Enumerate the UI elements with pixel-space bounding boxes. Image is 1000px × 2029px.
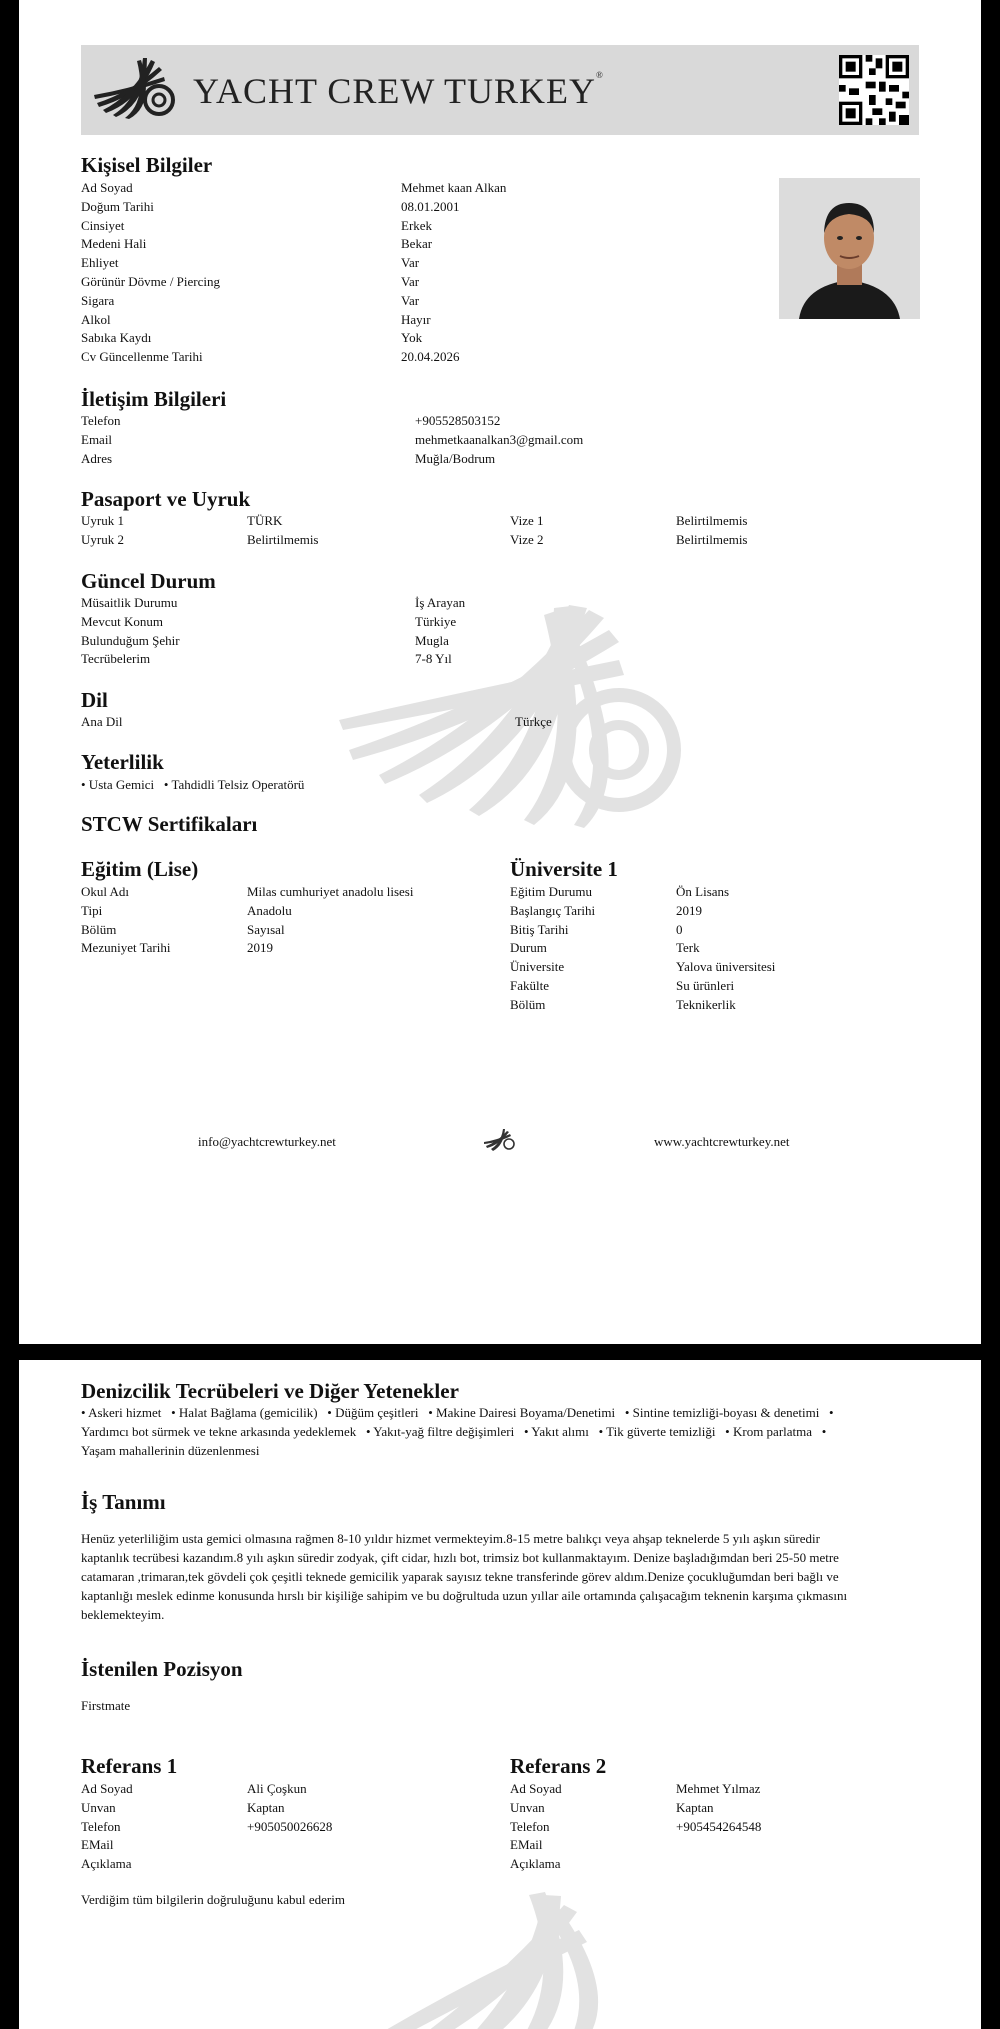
row-value: Hayır [401, 311, 431, 327]
position-heading: İstenilen Pozisyon [81, 1657, 243, 1681]
competency-heading: Yeterlilik [81, 750, 164, 774]
brand-header [81, 45, 919, 135]
row-label: Tipi [81, 902, 103, 918]
row-value: Var [401, 274, 420, 289]
row-label: Ad Soyad [510, 1781, 562, 1796]
row-label: EMail [510, 1837, 543, 1853]
row-value: Var [401, 255, 420, 271]
row-value: Belirtilmemis [676, 513, 748, 528]
row-value: Erkek [401, 217, 433, 233]
row-value: Mehmet kaan Alkan [401, 180, 507, 195]
footer-email-link[interactable]: info@yachtcrewturkey.net [198, 1134, 336, 1149]
job-description-line: Henüz yeterliliğim usta gemici olmasına rağmen 8-10 yıldır hizmet vermekteyim.8-15 metre balıkçı veya ahşap teknelerde 5 yılı aşkın süredir [81, 1531, 820, 1546]
row-label: Mezuniyet Tarihi [81, 940, 171, 956]
row-label: Telefon [81, 413, 121, 428]
row-label: Sigara [81, 292, 115, 308]
language-heading: Dil [81, 688, 108, 712]
row-value: İş Arayan [415, 595, 466, 610]
row-value: Kaptan [247, 1799, 285, 1815]
row-label: Bulunduğum Şehir [81, 632, 180, 648]
status-heading: Güncel Durum [81, 569, 216, 593]
footer-shell-logo-icon [482, 1128, 518, 1152]
job-description-line: kaptanlığı meslek edinme konusunda hırslı bir kişiliğe sahipim ve bu doğrultuda uzun yıllar aile ortamında çalışacağım teknenin karşıma çıkmasını [81, 1588, 848, 1603]
language-value: Türkçe [515, 714, 552, 729]
row-label: Müsaitlik Durumu [81, 595, 178, 610]
reference-1-heading: Referans 1 [81, 1754, 178, 1778]
row-label: Eğitim Durumu [510, 884, 592, 899]
row-value: Mugla [415, 632, 449, 648]
row-label: Uyruk 1 [81, 513, 124, 528]
university-heading: Üniversite 1 [510, 857, 618, 881]
row-value: Kaptan [676, 1799, 714, 1815]
row-value: 08.01.2001 [401, 198, 460, 214]
row-label: Mevcut Konum [81, 613, 163, 629]
maritime-heading: Denizcilik Tecrübeleri ve Diğer Yetenekler [81, 1379, 459, 1403]
position-value: Firstmate [81, 1698, 131, 1713]
job-description-line: kaptanlık tecrübesi kazandım.8 yılı aşkın süredir zodyak, çift cidar, hızlı bot, trimsiz bot kullanmaktayım. Denize başladığımdan beri 25-50 metre [81, 1550, 839, 1565]
row-value: Yalova üniversitesi [676, 959, 776, 975]
row-label: Görünür Dövme / Piercing [81, 274, 221, 289]
footer-website-link[interactable]: www.yachtcrewturkey.net [654, 1134, 790, 1149]
row-label: Telefon [510, 1818, 550, 1834]
job-description-line: beklemekteyim. [81, 1607, 165, 1622]
profile-photo [779, 178, 920, 319]
row-label: Unvan [81, 1799, 116, 1815]
row-label: Cv Güncellenme Tarihi [81, 349, 203, 365]
row-label: Bölüm [510, 996, 546, 1012]
row-value: Var [401, 292, 420, 308]
row-label: Vize 1 [510, 513, 544, 528]
row-label: Email [81, 431, 113, 447]
row-value: Türkiye [415, 613, 457, 629]
row-label: Bölüm [81, 921, 117, 937]
stcw-heading: STCW Sertifikaları [81, 812, 258, 836]
contact-heading: İletişim Bilgileri [81, 387, 227, 411]
row-label: Doğum Tarihi [81, 198, 154, 214]
qr-code-icon[interactable] [839, 55, 909, 125]
row-value: +905528503152 [415, 413, 501, 428]
maritime-line-2: Yardımcı bot sürmek ve tekne arkasında yedeklemek • Yakıt-yağ filtre değişimleri • Yakıt alımı • Tik güverte temizliği • Krom parlatma • [81, 1424, 827, 1439]
row-value: TÜRK [247, 513, 283, 528]
maritime-line-1: • Askeri hizmet • Halat Bağlama (gemicilik) • Düğüm çeşitleri • Makine Dairesi Boyama/Denetimi • Sintine temizliği-boyası & denetimi • [81, 1405, 834, 1420]
row-label: Medeni Hali [81, 236, 147, 252]
language-label: Ana Dil [81, 714, 123, 729]
row-label: Başlangıç Tarihi [510, 902, 596, 918]
row-label: Açıklama [510, 1856, 561, 1872]
row-label: Üniversite [510, 959, 565, 975]
row-label: Sabıka Kaydı [81, 330, 152, 346]
watermark-shell-logo-bottom [349, 1890, 709, 2029]
competency-list: • Usta Gemici • Tahdidli Telsiz Operatörü [81, 777, 305, 792]
declaration-text: Verdiğim tüm bilgilerin doğruluğunu kabul ederim [81, 1892, 345, 1907]
row-value: Milas cumhuriyet anadolu lisesi [247, 884, 414, 899]
row-label: Telefon [81, 1818, 121, 1834]
row-value: Terk [676, 940, 700, 956]
job-heading: İş Tanımı [81, 1490, 166, 1514]
row-value: Su ürünleri [676, 978, 735, 993]
row-value: Ali Çoşkun [247, 1781, 307, 1796]
row-label: Cinsiyet [81, 217, 125, 233]
row-value: 20.04.2026 [401, 349, 460, 365]
row-value: Sayısal [247, 921, 285, 937]
row-value: 7-8 Yıl [415, 651, 452, 667]
row-label: Bitiş Tarihi [510, 921, 569, 937]
portrait-image [779, 178, 920, 319]
row-value: +905050026628 [247, 1818, 333, 1834]
shell-logo-icon [89, 55, 184, 120]
row-value: Muğla/Bodrum [415, 450, 496, 466]
row-value: +905454264548 [676, 1818, 762, 1834]
row-label: Ehliyet [81, 255, 119, 271]
personal-heading: Kişisel Bilgiler [81, 153, 213, 177]
reference-2-heading: Referans 2 [510, 1754, 607, 1778]
job-description-line: catamaran ,trimaran,tek gövdeli çok çeşitli teknede gemicilik yaparak sayısız tekne transferinde görev aldım.Denize çocukluğumdan beri bağlı ve [81, 1569, 839, 1584]
education-heading: Eğitim (Lise) [81, 857, 199, 881]
row-value: Mehmet Yılmaz [676, 1781, 761, 1796]
maritime-line-3: Yaşam mahallerinin düzenlenmesi [81, 1443, 260, 1458]
row-value: 0 [676, 921, 683, 937]
row-label: Unvan [510, 1799, 545, 1815]
row-label: Fakülte [510, 978, 549, 993]
row-label: Okul Adı [81, 884, 130, 899]
row-value: mehmetkaanalkan3@gmail.com [415, 431, 584, 447]
row-value: 2019 [676, 902, 702, 918]
passport-heading: Pasaport ve Uyruk [81, 487, 251, 511]
row-value: Teknikerlik [676, 996, 736, 1012]
row-label: Açıklama [81, 1856, 132, 1872]
row-value: Belirtilmemis [247, 531, 319, 547]
row-label: Adres [81, 450, 113, 466]
row-value: 2019 [247, 940, 273, 956]
row-value: Belirtilmemis [676, 531, 748, 547]
brand-name: YACHT CREW TURKEY® [193, 70, 604, 111]
row-label: Durum [510, 940, 547, 956]
cv-page-2 [19, 1360, 981, 2029]
row-label: Ad Soyad [81, 180, 133, 195]
row-value: Yok [401, 330, 423, 346]
row-label: EMail [81, 1837, 114, 1853]
row-value: Ön Lisans [676, 884, 730, 899]
row-label: Uyruk 2 [81, 531, 124, 547]
row-label: Tecrübelerim [81, 651, 151, 667]
row-label: Alkol [81, 311, 111, 327]
row-label: Vize 2 [510, 531, 544, 547]
row-label: Ad Soyad [81, 1781, 133, 1796]
cv-page-1 [19, 0, 981, 1344]
row-value: Anadolu [247, 902, 292, 918]
row-value: Bekar [401, 236, 433, 252]
